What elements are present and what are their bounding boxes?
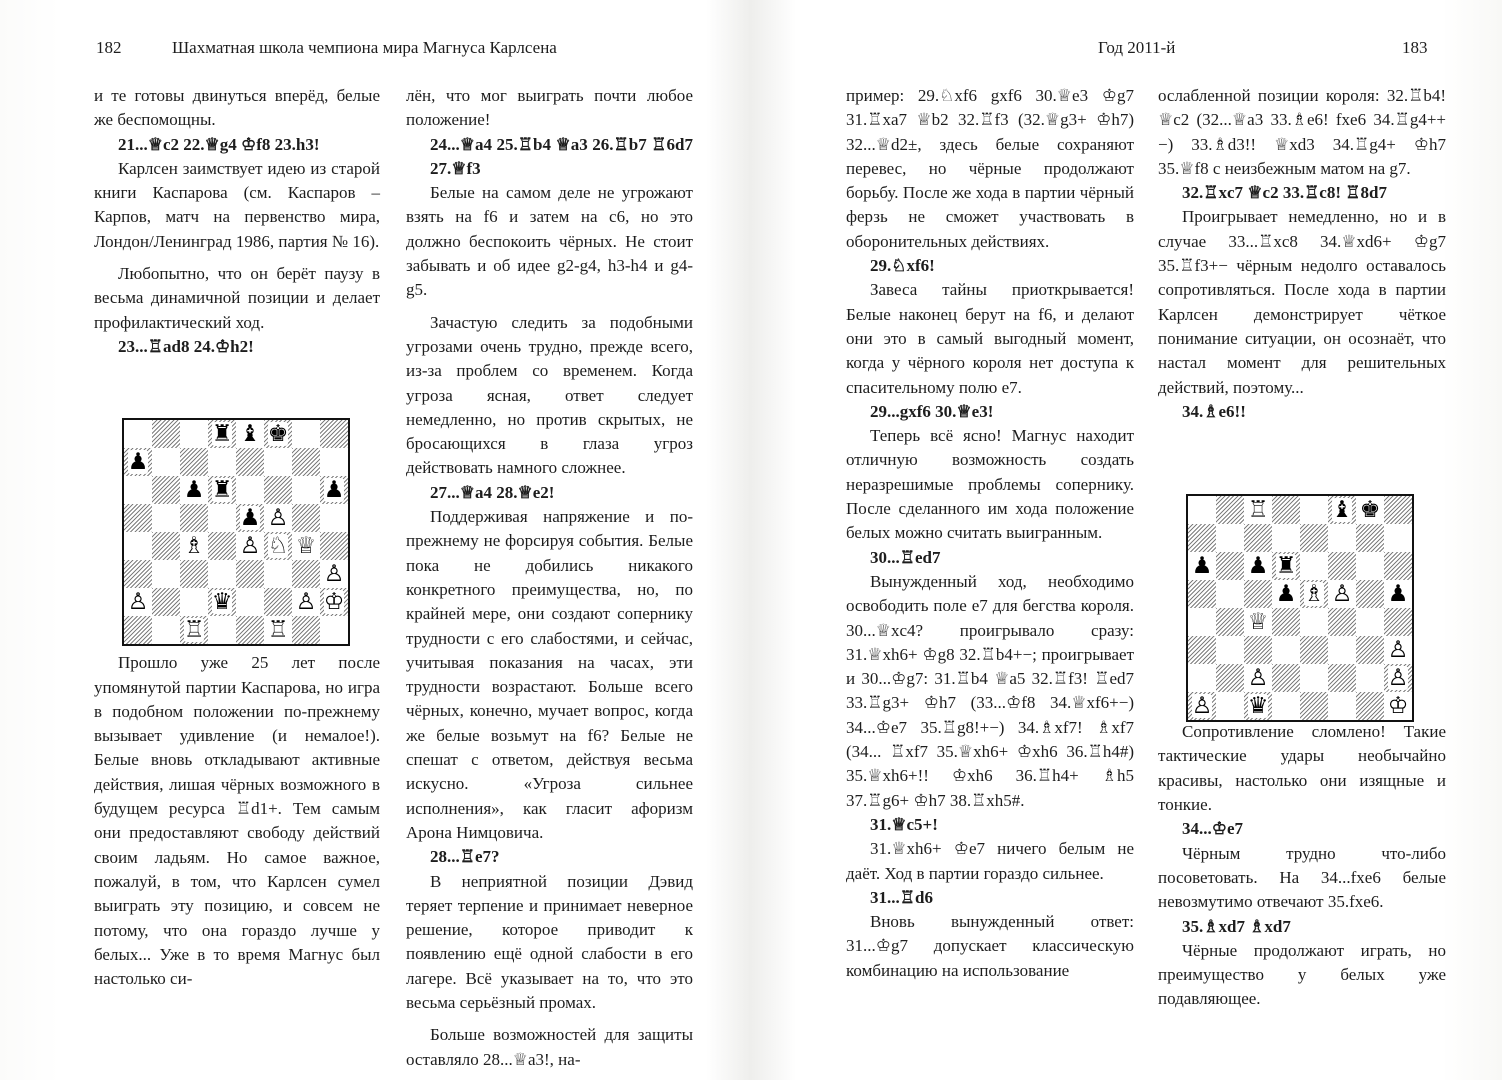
board-square	[180, 420, 208, 448]
paragraph: Вновь вынужденный ответ: 31...♔g7 допускает классическую комбинацию на использование	[846, 912, 1134, 980]
right-page-number: 183	[1402, 38, 1428, 57]
move-line: 32.♖xc7 ♕c2 33.♖c8! ♖8d7	[1182, 183, 1387, 203]
paragraph: Завеса тайны приоткрывается! Белые наконец берут на f6, и делают они это в самый выгодный момент, когда у чёрного короля нет доступа к спасительному полю e7.	[846, 280, 1134, 397]
board-square	[1328, 496, 1356, 524]
paragraph: Любопытно, что он берёт паузу в весьма динамичной позиции и делает профилактический ход.	[94, 264, 380, 332]
chess-piece: ♚	[267, 421, 289, 447]
board-square	[1244, 608, 1272, 636]
chess-piece: ♟	[1247, 553, 1269, 579]
board-square	[1216, 524, 1244, 552]
board-square	[1216, 608, 1244, 636]
chess-piece: ♔	[1387, 693, 1409, 719]
board-square	[1300, 636, 1328, 664]
board-square	[124, 616, 152, 644]
board-square	[320, 420, 348, 448]
board-square	[320, 588, 348, 616]
paragraph: Теперь всё ясно! Магнус находит отличную возможность создать неразрешимые проблемы сопернику. После сделанного им хода положение белых можно считать выигранным.	[846, 426, 1134, 543]
board-square	[152, 560, 180, 588]
paragraph: В неприятной позиции Дэвид теряет терпение и принимает неверное решение, которое приводит к появлению ещё одной слабости в его лагере. Всё указывает на то, что это весьма серьёзный промах.	[406, 871, 693, 1012]
board-square	[1244, 692, 1272, 720]
chess-diagram-2	[1186, 494, 1414, 722]
move-line: 35.♗xd7 ♗xd7	[1182, 916, 1291, 936]
board-square	[152, 504, 180, 532]
paragraph: Карлсен заимствует идею из старой книги Каспарова (см. Каспаров – Карпов, матч на первенство мира, Лондон/Ленинград 1986, партия № 16).	[94, 158, 380, 251]
chess-piece: ♕	[295, 533, 317, 559]
chess-piece: ♖	[1247, 497, 1269, 523]
paragraph: Белые на самом деле не угрожают взять на f6 и затем на c6, но это должно беспокоить чёрных. Не стоит забывать и об идее g2-g4, h3-h4 и g4-g5.	[406, 183, 693, 300]
board-square	[1384, 524, 1412, 552]
board-square	[264, 420, 292, 448]
chess-piece: ♙	[1191, 693, 1213, 719]
board-square	[1384, 552, 1412, 580]
move-line: 27...♕a4 28.♕e2!	[430, 482, 555, 502]
board-square	[292, 616, 320, 644]
board-square	[152, 476, 180, 504]
board-square	[1328, 692, 1356, 720]
board-square	[124, 532, 152, 560]
paragraph: лён, что мог выиграть почти любое положение!	[406, 86, 693, 130]
chess-piece: ♖	[267, 617, 289, 643]
board-square	[1216, 552, 1244, 580]
chess-piece: ♙	[1387, 665, 1409, 691]
board-square	[1244, 496, 1272, 524]
chess-piece: ♗	[183, 533, 205, 559]
right-running-title: Год 2011-й	[1098, 38, 1176, 57]
board-square	[1356, 692, 1384, 720]
board-square	[1356, 524, 1384, 552]
chess-piece: ♖	[183, 617, 205, 643]
paragraph: Проигрывает немедленно, но и в случае 33...♖xc8 34.♕xd6+ ♔g7 35.♖f3+− чёрным недолго оставалось сопротивляться. После хода в партии Карлсен демонстрирует чёткое понимание ситуации, он осознаёт, что настал момент для решительных действий, поэтому...	[1158, 207, 1446, 397]
board-square	[1272, 524, 1300, 552]
board-square	[124, 420, 152, 448]
board-square	[292, 448, 320, 476]
board-square	[264, 616, 292, 644]
board-square	[292, 420, 320, 448]
chess-piece: ♟	[127, 449, 149, 475]
board-square	[124, 504, 152, 532]
chess-piece: ♛	[1247, 693, 1269, 719]
chess-piece: ♔	[323, 589, 345, 615]
chess-piece: ♙	[267, 505, 289, 531]
paragraph: Зачастую следить за подобными угрозами очень трудно, прежде всего, из-за проблем со временем. Когда угроза ясная, ответ следует немедленно, но против скрытых, не бросающихся в глаза угроз действовать намного сложнее.	[406, 312, 693, 478]
board-square	[1244, 664, 1272, 692]
chess-piece: ♜	[1275, 553, 1297, 579]
board-square	[1272, 608, 1300, 636]
board-square	[320, 448, 348, 476]
chess-piece: ♘	[267, 533, 289, 559]
board-square	[1384, 608, 1412, 636]
board-square	[180, 616, 208, 644]
move-line: 28...♖e7?	[430, 847, 500, 867]
move-line: 21...♕c2 22.♕g4 ♔f8 23.h3!	[118, 134, 320, 154]
board-square	[236, 588, 264, 616]
board-square	[208, 560, 236, 588]
board-square	[1384, 580, 1412, 608]
board-square	[208, 504, 236, 532]
board-square	[236, 504, 264, 532]
chess-piece: ♟	[183, 477, 205, 503]
board-square	[264, 504, 292, 532]
board-square	[264, 588, 292, 616]
board-square	[320, 476, 348, 504]
chess-diagram-1	[122, 418, 350, 646]
board-square	[264, 560, 292, 588]
board-square	[208, 476, 236, 504]
board-square	[1244, 580, 1272, 608]
board-square	[1300, 664, 1328, 692]
right-page-column-1	[846, 84, 1134, 983]
chess-piece: ♟	[1191, 553, 1213, 579]
board-square	[1216, 664, 1244, 692]
board-square	[124, 560, 152, 588]
board-square	[1328, 608, 1356, 636]
chess-piece: ♕	[1247, 609, 1269, 635]
board-square	[1188, 524, 1216, 552]
board-square	[1216, 692, 1244, 720]
board-square	[124, 448, 152, 476]
board-square	[292, 476, 320, 504]
board-square	[1272, 496, 1300, 524]
board-square	[1300, 608, 1328, 636]
board-square	[208, 616, 236, 644]
chess-piece: ♙	[127, 589, 149, 615]
board-square	[152, 532, 180, 560]
board-square	[1300, 552, 1328, 580]
chess-piece: ♙	[295, 589, 317, 615]
board-square	[124, 588, 152, 616]
board-square	[292, 504, 320, 532]
board-square	[152, 448, 180, 476]
board-square	[1300, 524, 1328, 552]
board-square	[152, 420, 180, 448]
chess-piece: ♟	[323, 477, 345, 503]
board-square	[1300, 496, 1328, 524]
board-square	[1328, 636, 1356, 664]
board-square	[236, 532, 264, 560]
chess-piece: ♙	[1331, 581, 1353, 607]
chess-piece: ♟	[1275, 581, 1297, 607]
board-square	[236, 616, 264, 644]
board-square	[264, 532, 292, 560]
left-page-number: 182	[96, 38, 122, 57]
move-line: 30...♖ed7	[870, 547, 941, 567]
board-square	[320, 532, 348, 560]
board-square	[1216, 496, 1244, 524]
board-square	[208, 532, 236, 560]
board-square	[236, 448, 264, 476]
left-running-title: Шахматная школа чемпиона мира Магнуса Карлсена	[172, 38, 557, 57]
board-square	[1188, 692, 1216, 720]
board-square	[180, 560, 208, 588]
board-square	[1188, 608, 1216, 636]
left-page-column-2	[406, 84, 693, 1072]
move-line: 31.♕c5+!	[870, 814, 938, 834]
board-square	[180, 448, 208, 476]
board-square	[264, 448, 292, 476]
board-square	[1272, 664, 1300, 692]
paragraph: Сопротивление сломлено! Такие тактические удары необычайно красивы, настолько они изящные и тонкие.	[1158, 722, 1446, 815]
board-square	[124, 476, 152, 504]
move-line: 29.♘xf6!	[870, 256, 935, 276]
chess-piece: ♜	[211, 477, 233, 503]
board-square	[320, 504, 348, 532]
board-square	[1272, 636, 1300, 664]
chess-piece: ♝	[239, 421, 261, 447]
board-square	[208, 448, 236, 476]
board-square	[1216, 636, 1244, 664]
board-square	[1244, 552, 1272, 580]
board-square	[1384, 664, 1412, 692]
board-square	[1328, 552, 1356, 580]
board-square	[180, 588, 208, 616]
chess-piece: ♚	[1359, 497, 1381, 523]
chess-piece: ♙	[323, 561, 345, 587]
board-square	[1384, 496, 1412, 524]
board-square	[320, 616, 348, 644]
board-square	[264, 476, 292, 504]
board-square	[1356, 636, 1384, 664]
paragraph: Поддерживая напряжение и по-прежнему не форсируя события. Белые пока не добились никакого конкретного преимущества, но, по крайней мере, они создают сопернику трудности с его слабостями, и сейчас, учитывая показания на часах, эти трудности возрастают. Больше всего чёрных, конечно, мучает вопрос, когда же белые возьмут на f6? Белые не спешат с ответом, действуя весьма искусно. «Угроза сильнее исполнения», как гласит афоризм Арона Нимцовича.	[406, 507, 693, 842]
move-line: 34...♔e7	[1182, 819, 1244, 839]
chess-piece: ♟	[239, 505, 261, 531]
board-square	[208, 420, 236, 448]
board-square	[1356, 552, 1384, 580]
board-square	[1188, 636, 1216, 664]
board-square	[1272, 580, 1300, 608]
chess-piece: ♗	[1303, 581, 1325, 607]
paragraph: ослабленной позиции короля: 32.♖b4! ♕c2 (32...♕a3 33.♗e6! fxe6 34.♖g4++−) 33.♗d3!! ♕xd3 34.♖g4+ ♔h7 35.♕f8 с неизбежным матом на g7.	[1158, 86, 1446, 178]
board-square	[1272, 552, 1300, 580]
board-square	[180, 476, 208, 504]
board-square	[152, 616, 180, 644]
board-square	[292, 532, 320, 560]
board-square	[1356, 496, 1384, 524]
paragraph: Прошло уже 25 лет после упомянутой партии Каспарова, но игра в подобном положении по-прежнему вызывает удивление (и немалое!). Белые вновь откладывают активные действия, лишая чёрных возможного в будущем ресурса ♖d1+. Тем самым они предоставляют свободу действий своим ладьям. Но самое важное, пожалуй, в том, что Карлсен сумел выиграть эту позицию, и совсем не потому, что она гораздо лучше у белых... Уже в то время Магнус был настолько си-	[94, 653, 380, 989]
board-square	[152, 588, 180, 616]
paragraph: Вынужденный ход, необходимо освободить поле e7 для бегства короля. 30...♕xc4? проигрывало сразу: 31.♕xh6+ ♔g8 32.♖b4+−; проигрывает и 30...♔g7: 31.♖b4 ♕a5 32.♖f3! ♖ed7 33.♖g3+ ♔h7 (33...♔f8 34.♕xf6+−) 34...♔e7 35.♖g8!+−) 34.♗xf7! ♗xf7 (34... ♖xf7 35.♕xh6+ ♔xh6 36.♖h4#) 35.♕xh6+!! ♔xh6 36.♖h4+ ♗h5 37.♖g6+ ♔h7 38.♖xh5#.	[846, 571, 1134, 810]
board-square	[1244, 524, 1272, 552]
board-square	[1216, 580, 1244, 608]
board-square	[236, 560, 264, 588]
board-square	[1356, 664, 1384, 692]
paragraph: Чёрным трудно что-либо посоветовать. На 34...fxe6 белые невозмутимо отвечают 35.fxe6.	[1158, 843, 1446, 912]
paragraph: Больше возможностей для защиты оставляло 28...♕a3!, на-	[406, 1025, 693, 1069]
chess-piece: ♛	[211, 589, 233, 615]
board-square	[1384, 692, 1412, 720]
board-square	[236, 476, 264, 504]
board-square	[1300, 580, 1328, 608]
move-line: 31...♖d6	[870, 887, 933, 907]
board-square	[292, 588, 320, 616]
board-square	[208, 588, 236, 616]
board-square	[180, 532, 208, 560]
chess-piece: ♟	[1387, 581, 1409, 607]
move-line: 34.♗e6!!	[1182, 401, 1246, 421]
board-square	[1188, 580, 1216, 608]
board-square	[1328, 664, 1356, 692]
board-square	[1356, 580, 1384, 608]
board-square	[1188, 496, 1216, 524]
board-square	[292, 560, 320, 588]
board-square	[1384, 636, 1412, 664]
paragraph: 31.♕xh6+ ♔e7 ничего белым не даёт. Ход в партии гораздо сильнее.	[846, 839, 1134, 883]
board-square	[1328, 580, 1356, 608]
paragraph: пример: 29.♘xf6 gxf6 30.♕e3 ♔g7 31.♖xa7 ♕b2 32.♖f3 (32.♕g3+ ♔h7) 32...♕d2±, здесь белые сохраняют перевес, но чёрные продолжают борьбу. После же хода в партии чёрный ферзь не сможет участвовать в оборонительных действиях.	[846, 86, 1134, 251]
move-line: 29...gxf6 30.♕e3!	[870, 401, 994, 421]
board-square	[1328, 524, 1356, 552]
paragraph: и те готовы двинуться вперёд, белые же беспомощны.	[94, 86, 380, 130]
move-line: 23...♖ad8 24.♔h2!	[118, 336, 254, 356]
chess-piece: ♙	[239, 533, 261, 559]
board-square	[236, 420, 264, 448]
board-square	[180, 504, 208, 532]
paragraph: Чёрные продолжают играть, но преимущество у белых уже подавляющее.	[1158, 940, 1446, 1009]
chess-piece: ♜	[211, 421, 233, 447]
chess-piece: ♝	[1331, 497, 1353, 523]
board-square	[1188, 552, 1216, 580]
board-square	[1188, 664, 1216, 692]
chess-piece: ♙	[1387, 637, 1409, 663]
move-line: 24...♕a4 25.♖b4 ♕a3 26.♖b7 ♖6d7 27.♕f3	[430, 134, 693, 178]
board-square	[1244, 636, 1272, 664]
board-square	[320, 560, 348, 588]
board-square	[1356, 608, 1384, 636]
chess-piece: ♙	[1247, 665, 1269, 691]
board-square	[1300, 692, 1328, 720]
board-square	[1272, 692, 1300, 720]
